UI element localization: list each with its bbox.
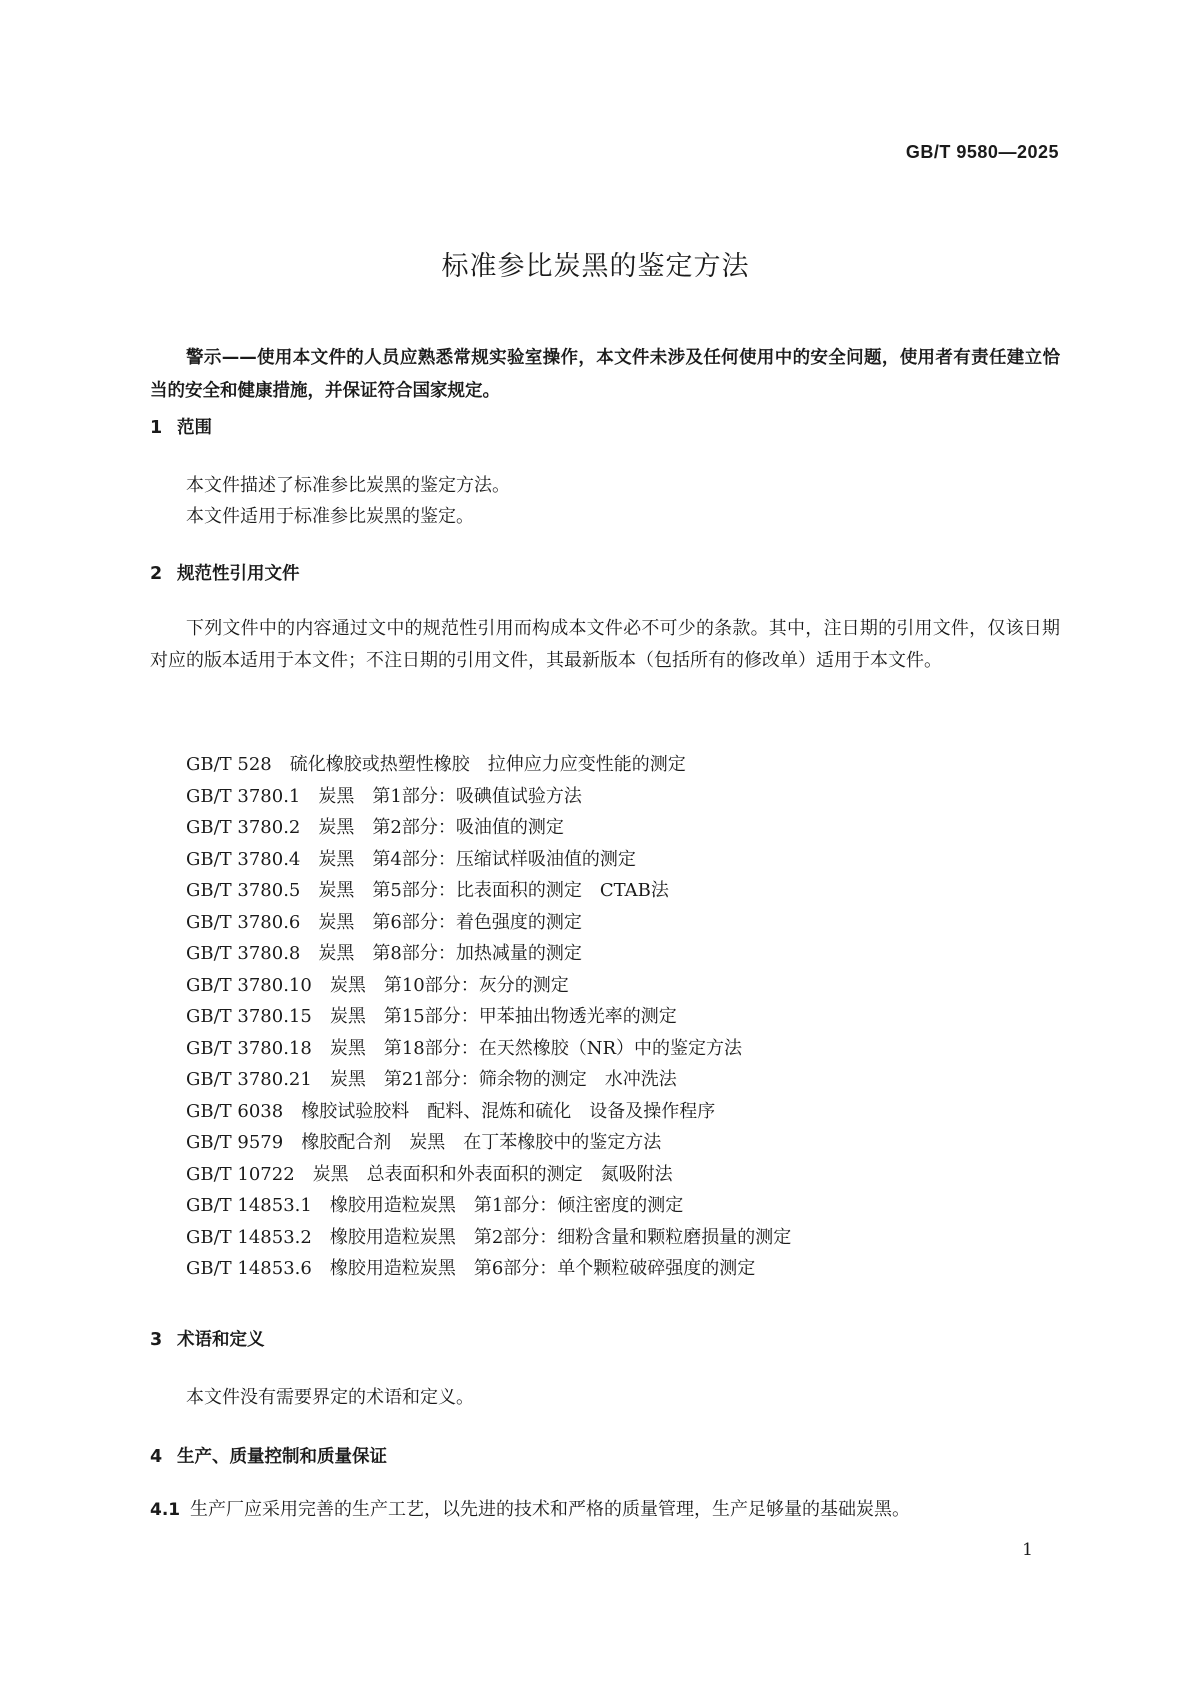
page-number: 1: [1022, 1540, 1033, 1560]
reference-code: GB/T 3780.18: [186, 1037, 312, 1059]
reference-title: 橡胶用造粒炭黑 第6部分：单个颗粒破碎强度的测定: [329, 1258, 756, 1279]
warning-notice: 警示——使用本文件的人员应熟悉常规实验室操作，本文件未涉及任何使用中的安全问题，使用者有责任建立恰当的安全和健康措施，并保证符合国家规定。: [150, 348, 1060, 401]
clause-number: 4.1: [150, 1500, 181, 1520]
section-3-heading: [150, 1326, 265, 1351]
reference-code: GB/T 14853.2: [186, 1226, 312, 1248]
list-item: [186, 781, 791, 813]
reference-title: 炭黑 第6部分：着色强度的测定: [318, 911, 582, 933]
list-item: [186, 1222, 791, 1254]
normative-intro: 下列文件中的内容通过文中的规范性引用而构成本文件必不可少的条款。其中，注日期的引用文件，仅该日期对应的版本适用于本文件；不注日期的引用文件，其最新版本（包括所有的修改单）适用于本文件。: [150, 618, 1060, 671]
section-title: 术语和定义: [177, 1330, 265, 1350]
reference-code: GB/T 14853.6: [186, 1258, 312, 1279]
reference-code: GB/T 3780.21: [186, 1069, 312, 1090]
standard-code: GB/T 9580—2025: [905, 142, 1059, 162]
list-item: [186, 844, 791, 876]
reference-title: 炭黑 第21部分：筛余物的测定 水冲洗法: [329, 1069, 677, 1090]
clause-text: 生产厂应采用完善的生产工艺，以先进的技术和严格的质量管理，生产足够量的基础炭黑。: [190, 1499, 910, 1520]
reference-title: 炭黑 总表面积和外表面积的测定 氮吸附法: [312, 1163, 673, 1185]
reference-code: GB/T 3780.10: [186, 974, 312, 996]
section-number: 4: [150, 1447, 163, 1467]
list-item: [186, 875, 791, 907]
reference-code: GB/T 3780.6: [186, 911, 301, 933]
list-item: [186, 1096, 791, 1128]
reference-title: 硫化橡胶或热塑性橡胶 拉伸应力应变性能的测定: [289, 754, 686, 775]
list-item: [186, 1190, 791, 1222]
reference-code: GB/T 3780.4: [186, 848, 301, 870]
section-title: 范围: [177, 418, 212, 438]
reference-title: 橡胶配合剂 炭黑 在丁苯橡胶中的鉴定方法: [301, 1132, 662, 1153]
terms-text: 本文件没有需要界定的术语和定义。: [186, 1387, 474, 1408]
reference-code: GB/T 9579: [186, 1132, 284, 1153]
reference-title: 橡胶试验胶料 配料、混炼和硫化 设备及操作程序: [301, 1100, 716, 1122]
list-item: [186, 907, 791, 939]
reference-code: GB/T 528: [186, 754, 272, 775]
section-1-heading: [150, 414, 212, 439]
reference-title: 炭黑 第8部分：加热减量的测定: [318, 943, 582, 964]
scope-line-2: 本文件适用于标准参比炭黑的鉴定。: [186, 506, 474, 527]
section-title: 生产、质量控制和质量保证: [177, 1447, 387, 1467]
reference-title: 炭黑 第1部分：吸碘值试验方法: [318, 785, 582, 807]
reference-code: GB/T 6038: [186, 1100, 284, 1122]
reference-title: 炭黑 第18部分：在天然橡胶（NR）中的鉴定方法: [329, 1037, 743, 1059]
list-item: [186, 938, 791, 970]
reference-code: GB/T 3780.2: [186, 817, 301, 838]
reference-title: 橡胶用造粒炭黑 第2部分：细粉含量和颗粒磨损量的测定: [329, 1226, 792, 1248]
reference-title: 炭黑 第15部分：甲苯抽出物透光率的测定: [329, 1006, 677, 1027]
list-item: [186, 749, 791, 781]
list-item: [186, 1253, 791, 1285]
reference-code: GB/T 3780.15: [186, 1006, 312, 1027]
section-title: 规范性引用文件: [177, 564, 300, 584]
clause-4-1: [150, 1495, 910, 1521]
document-title: 标准参比炭黑的鉴定方法: [441, 251, 750, 282]
reference-code: GB/T 14853.1: [186, 1195, 312, 1216]
reference-code: GB/T 10722: [186, 1163, 295, 1185]
section-number: 3: [150, 1330, 163, 1350]
list-item: [186, 1127, 791, 1159]
section-2-heading: [150, 560, 300, 585]
reference-title: 炭黑 第5部分：比表面积的测定 CTAB法: [318, 880, 669, 901]
reference-title: 橡胶用造粒炭黑 第1部分：倾注密度的测定: [329, 1195, 684, 1216]
reference-code: GB/T 3780.1: [186, 785, 301, 807]
list-item: [186, 1001, 791, 1033]
section-number: 1: [150, 418, 163, 438]
scope-line-1: 本文件描述了标准参比炭黑的鉴定方法。: [186, 475, 510, 496]
list-item: [186, 1064, 791, 1096]
list-item: [186, 1033, 791, 1065]
section-number: 2: [150, 564, 163, 584]
list-item: [186, 1159, 791, 1191]
reference-title: 炭黑 第4部分：压缩试样吸油值的测定: [318, 848, 636, 870]
list-item: [186, 812, 791, 844]
reference-code: GB/T 3780.5: [186, 880, 301, 901]
section-4-heading: [150, 1443, 387, 1468]
reference-code: GB/T 3780.8: [186, 943, 301, 964]
reference-title: 炭黑 第2部分：吸油值的测定: [318, 817, 564, 838]
reference-list: [186, 749, 791, 1285]
list-item: [186, 970, 791, 1002]
reference-title: 炭黑 第10部分：灰分的测定: [329, 974, 569, 996]
